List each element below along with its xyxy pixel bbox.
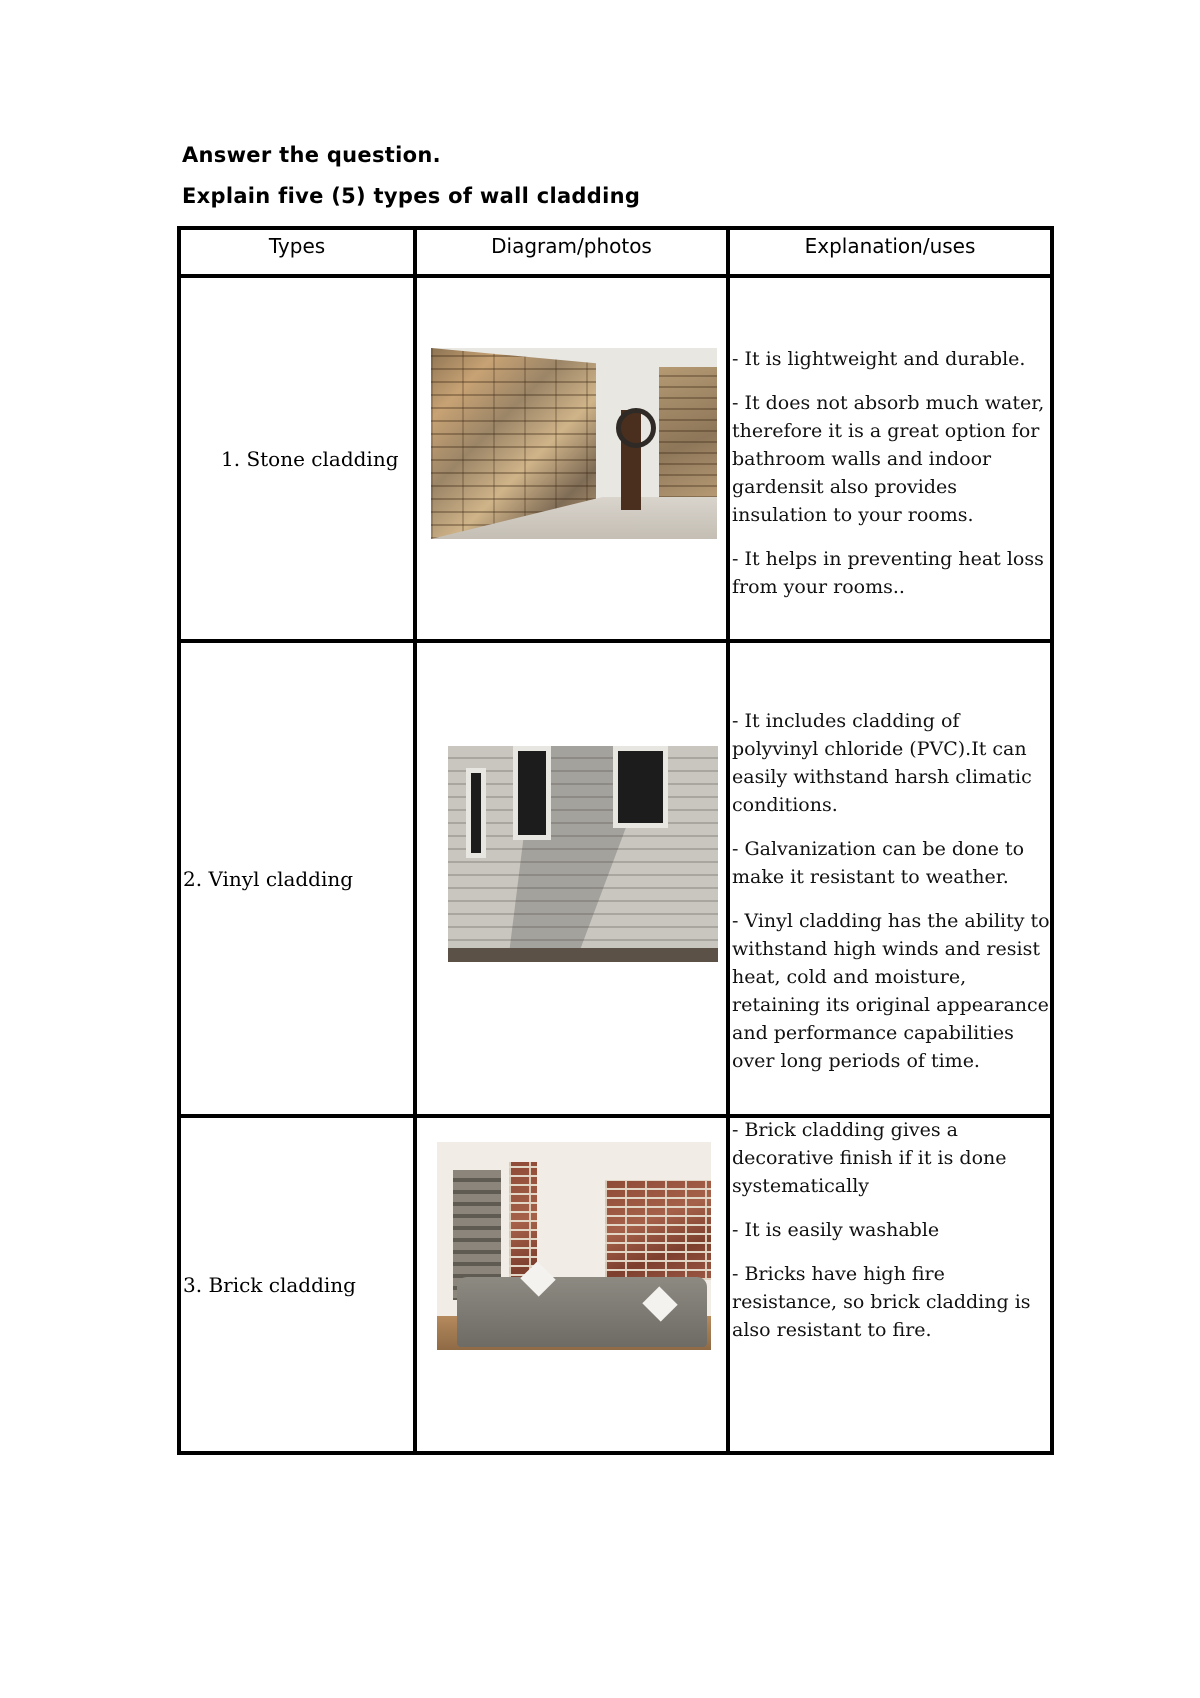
header-explanation: Explanation/uses	[728, 228, 1052, 276]
table-row	[179, 641, 1052, 1116]
type-cell	[179, 1116, 415, 1453]
table-row	[179, 1116, 1052, 1453]
photo-cell	[415, 641, 728, 1116]
header-diagram: Diagram/photos	[415, 228, 728, 276]
explanation-point: - Galvanization can be done to make it resistant to weather.	[732, 837, 1025, 888]
explanation-cell	[728, 1116, 1052, 1453]
explanation-cell	[728, 276, 1052, 641]
type-label: 3. Brick cladding	[183, 1272, 356, 1297]
header-types: Types	[179, 228, 415, 276]
type-cell	[179, 276, 415, 641]
brick-cladding-photo	[437, 1142, 711, 1350]
question-heading: Explain five (5) types of wall cladding	[182, 184, 641, 208]
vinyl-cladding-photo	[448, 746, 718, 962]
stone-cladding-photo	[431, 348, 717, 539]
explanation-point: - It helps in preventing heat loss from your rooms..	[732, 547, 1044, 598]
type-cell	[179, 641, 415, 1116]
cladding-table	[177, 226, 1054, 1455]
explanation-point: - It is lightweight and durable.	[732, 347, 1026, 370]
photo-cell	[415, 1116, 728, 1453]
photo-cell	[415, 276, 728, 641]
type-label: 2. Vinyl cladding	[183, 866, 354, 891]
explanation-point: - It does not absorb much water, therefore it is a great option for bathroom walls and indoor gardensit also provides insulation to your rooms.	[732, 391, 1045, 526]
table-header-row	[179, 228, 1052, 276]
type-label: 1. Stone cladding	[221, 446, 399, 471]
explanation-point: - It includes cladding of polyvinyl chloride (PVC).It can easily withstand harsh climatic conditions.	[732, 709, 1032, 816]
table-row	[179, 276, 1052, 641]
explanation-cell	[728, 641, 1052, 1116]
explanation-point: - Brick cladding gives a decorative finish if it is done systematically	[732, 1118, 1007, 1197]
instruction-heading: Answer the question.	[182, 143, 441, 167]
explanation-point: - It is easily washable	[732, 1218, 940, 1241]
explanation-point: - Vinyl cladding has the ability to withstand high winds and resist heat, cold and moisture, retaining its original appearance and performance capabilities over long periods of time.	[732, 909, 1050, 1072]
explanation-point: - Bricks have high fire resistance, so brick cladding is also resistant to fire.	[732, 1262, 1031, 1341]
